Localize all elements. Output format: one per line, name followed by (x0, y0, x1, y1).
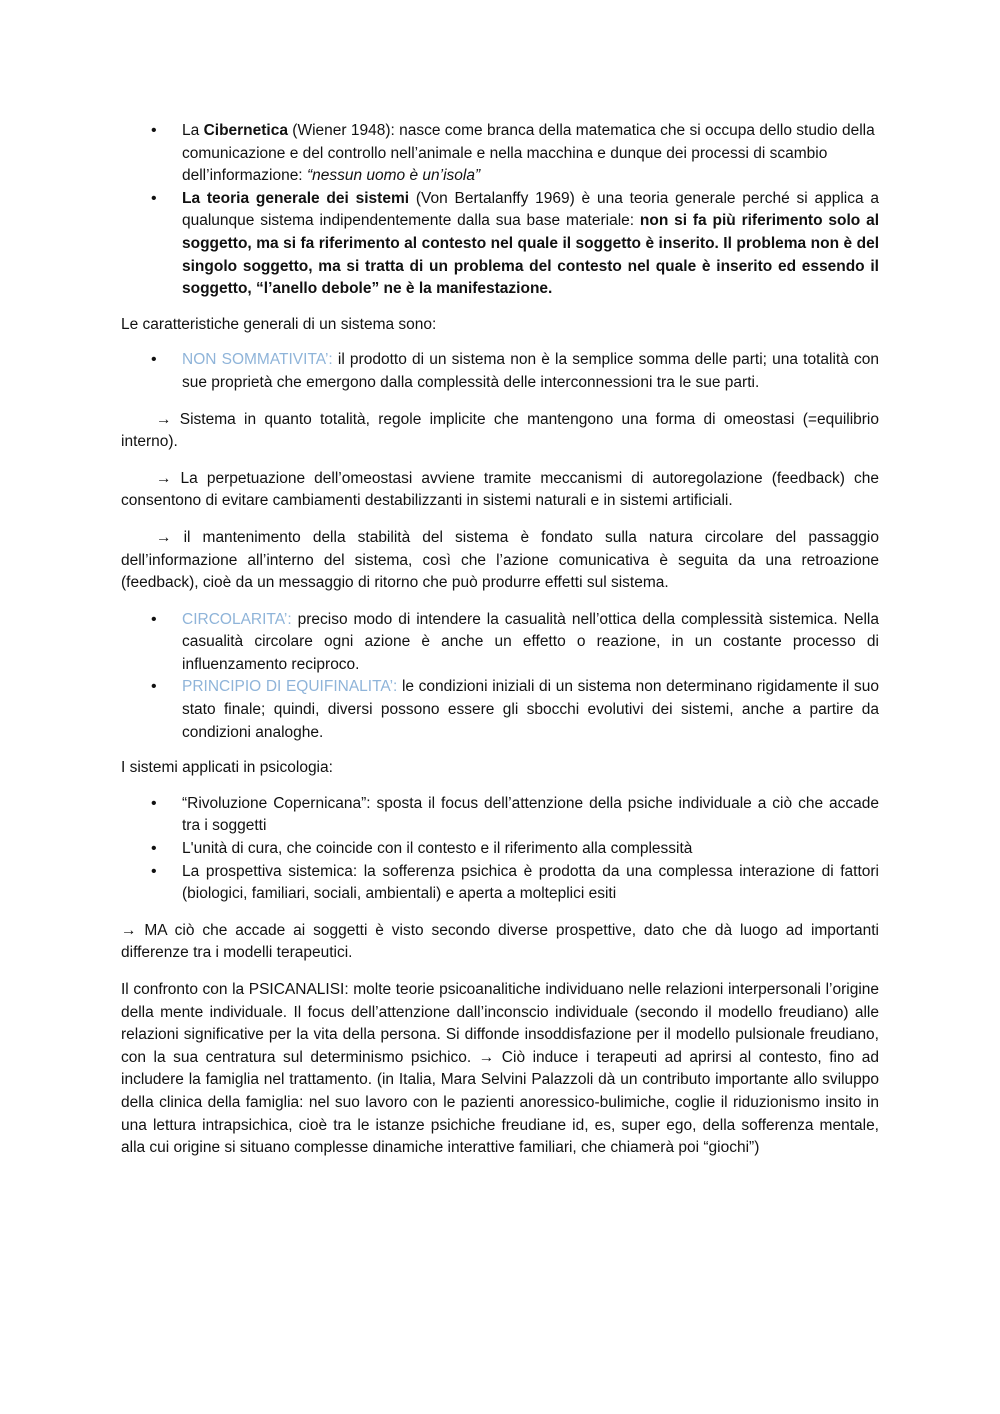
arrow-icon: → (478, 1048, 495, 1066)
psychology-bullet-list (121, 793, 879, 906)
paragraph-psicanalisi: Il confronto con la PSICANALISI: molte teorie psicoanalitiche individuano nelle relazioni interpersonali l’origine della mente individuale. Il focus dell’attenzione dall’inconscio individuale (secondo il modello freudiano) alle relazioni significative per la vita della persona. Si diffonde insoddisfazione per il modello pulsionale freudiano, con la sua centratura sul determinismo psichico. → Ciò induce i terapeuti ad aprirsi al contesto, fino ad includere la famiglia nel trattamento. (in Italia, Mara Selvini Palazzoli dà un contributo importante allo sviluppo della clinica della famiglia: nel suo lavoro con le pazienti anoressico-bulimiche, coglie il riduzionismo insito in una lettura intrapsichica, cioè tra le istanze psichiche freudiane id, es, super ego, della sofferenza mentale, alla cui origine si situano complesse dinamiche interattive familiari, che chiamerà poi “giochi”) (121, 981, 879, 1157)
arrow-icon: → (156, 528, 172, 546)
list-item: • “Rivoluzione Copernicana”: sposta il focus dell’attenzione della psiche individuale a ciò che accade tra i soggetti (182, 793, 879, 838)
paragraph-prospettive: → MA ciò che accade ai soggetti è visto secondo diverse prospettive, dato che dà luogo ad importanti differenze tra i modelli terapeutici. (121, 921, 879, 962)
list-item: • L'unità di cura, che coincide con il contesto e il riferimento alla complessità (182, 838, 879, 861)
paragraph-sistemi-psicologia: I sistemi applicati in psicologia: (121, 759, 333, 777)
arrow-paragraph-stabilita: → il mantenimento della stabilità del sistema è fondato sulla natura circolare del passaggio dell’informazione all’interno del sistema, così che l’azione comunicativa è seguita da una retroazione (feedback), cioè da un messaggio di ritorno che può produrre effetti sul sistema. (121, 528, 879, 592)
label-non-sommativita: NON SOMMATIVITA’: (182, 351, 333, 369)
document-page (121, 120, 879, 1160)
label-circolarita: CIRCOLARITA’: (182, 610, 292, 628)
properties-list (121, 609, 879, 745)
bold-statement: non si fa più riferimento solo al soggetto, ma si fa riferimento al contesto nel quale il soggetto è inserito. Il problema non è del singolo soggetto, ma si tratta di un problema del contesto nel quale è inserito ed essendo il soggetto, “l’anello debole” ne è la manifestazione. (182, 212, 879, 298)
term-cibernetica: Cibernetica (203, 122, 288, 139)
list-item-cibernetica: • La Cibernetica (Wiener 1948): nasce come branca della matematica che si occupa dello studio della comunicazione e del controllo nell’animale e nella macchina e dunque dei processi di scambio dell’informazione: “nessun uomo è un’isola” (182, 120, 879, 188)
list-item-teoria-sistemi: • La teoria generale dei sistemi (Von Bertalanffy 1969) è una teoria generale perché si applica a qualunque sistema indipendentemente dalla sua base materiale: non si fa più riferimento solo al soggetto, ma si fa riferimento al contesto nel quale il soggetto è inserito. Il problema non è del singolo soggetto, ma si tratta di un problema del contesto nel quale è inserito ed essendo il soggetto, “l’anello debole” ne è la manifestazione. (182, 188, 879, 301)
list-item: • La prospettiva sistemica: la sofferenza psichica è prodotta da una complessa interazione di fattori (biologici, familiari, sociali, ambientali) e aperta a molteplici esiti (182, 861, 879, 906)
arrow-icon: → (156, 410, 172, 428)
label-equifinalita: PRINCIPIO DI EQUIFINALITA’: (182, 678, 398, 696)
intro-bullet-list (121, 120, 879, 301)
quote-nessun-uomo: “nessun uomo è un’isola” (306, 167, 481, 185)
list-item-circolarita: • CIRCOLARITA’: preciso modo di intendere la casualità nell’ottica della complessità sistemica. Nella casualità circolare ogni azione è anche un effetto o reazione, in un costante processo di influenzamento reciproco. (182, 609, 879, 677)
paragraph-caratteristiche: Le caratteristiche generali di un sistema sono: (121, 315, 437, 333)
arrow-icon: → (156, 469, 172, 487)
list-item-non-sommativita: • NON SOMMATIVITA’: il prodotto di un sistema non è la semplice somma delle parti; una totalità con sue proprietà che emergono dalla complessità delle interconnessioni tra le sue parti. (182, 349, 879, 394)
list-item-equifinalita: • PRINCIPIO DI EQUIFINALITA’: le condizioni iniziali di un sistema non determinano rigidamente il suo stato finale; quindi, diversi possono essere gli sbocchi evolutivi dei sistemi, anche a partire da condizioni analoghe. (182, 676, 879, 744)
arrow-icon: → (121, 921, 137, 939)
non-sommativita-list (121, 349, 879, 394)
arrow-paragraph-totalita: → Sistema in quanto totalità, regole implicite che mantengono una forma di omeostasi (=equilibrio interno). (121, 410, 879, 451)
arrow-paragraph-omeostasi: → La perpetuazione dell’omeostasi avviene tramite meccanismi di autoregolazione (feedback) che consentono di evitare cambiamenti destabilizzanti in sistemi naturali e in sistemi artificiali. (121, 469, 879, 510)
term-teoria-sistemi: La teoria generale dei sistemi (182, 189, 410, 207)
